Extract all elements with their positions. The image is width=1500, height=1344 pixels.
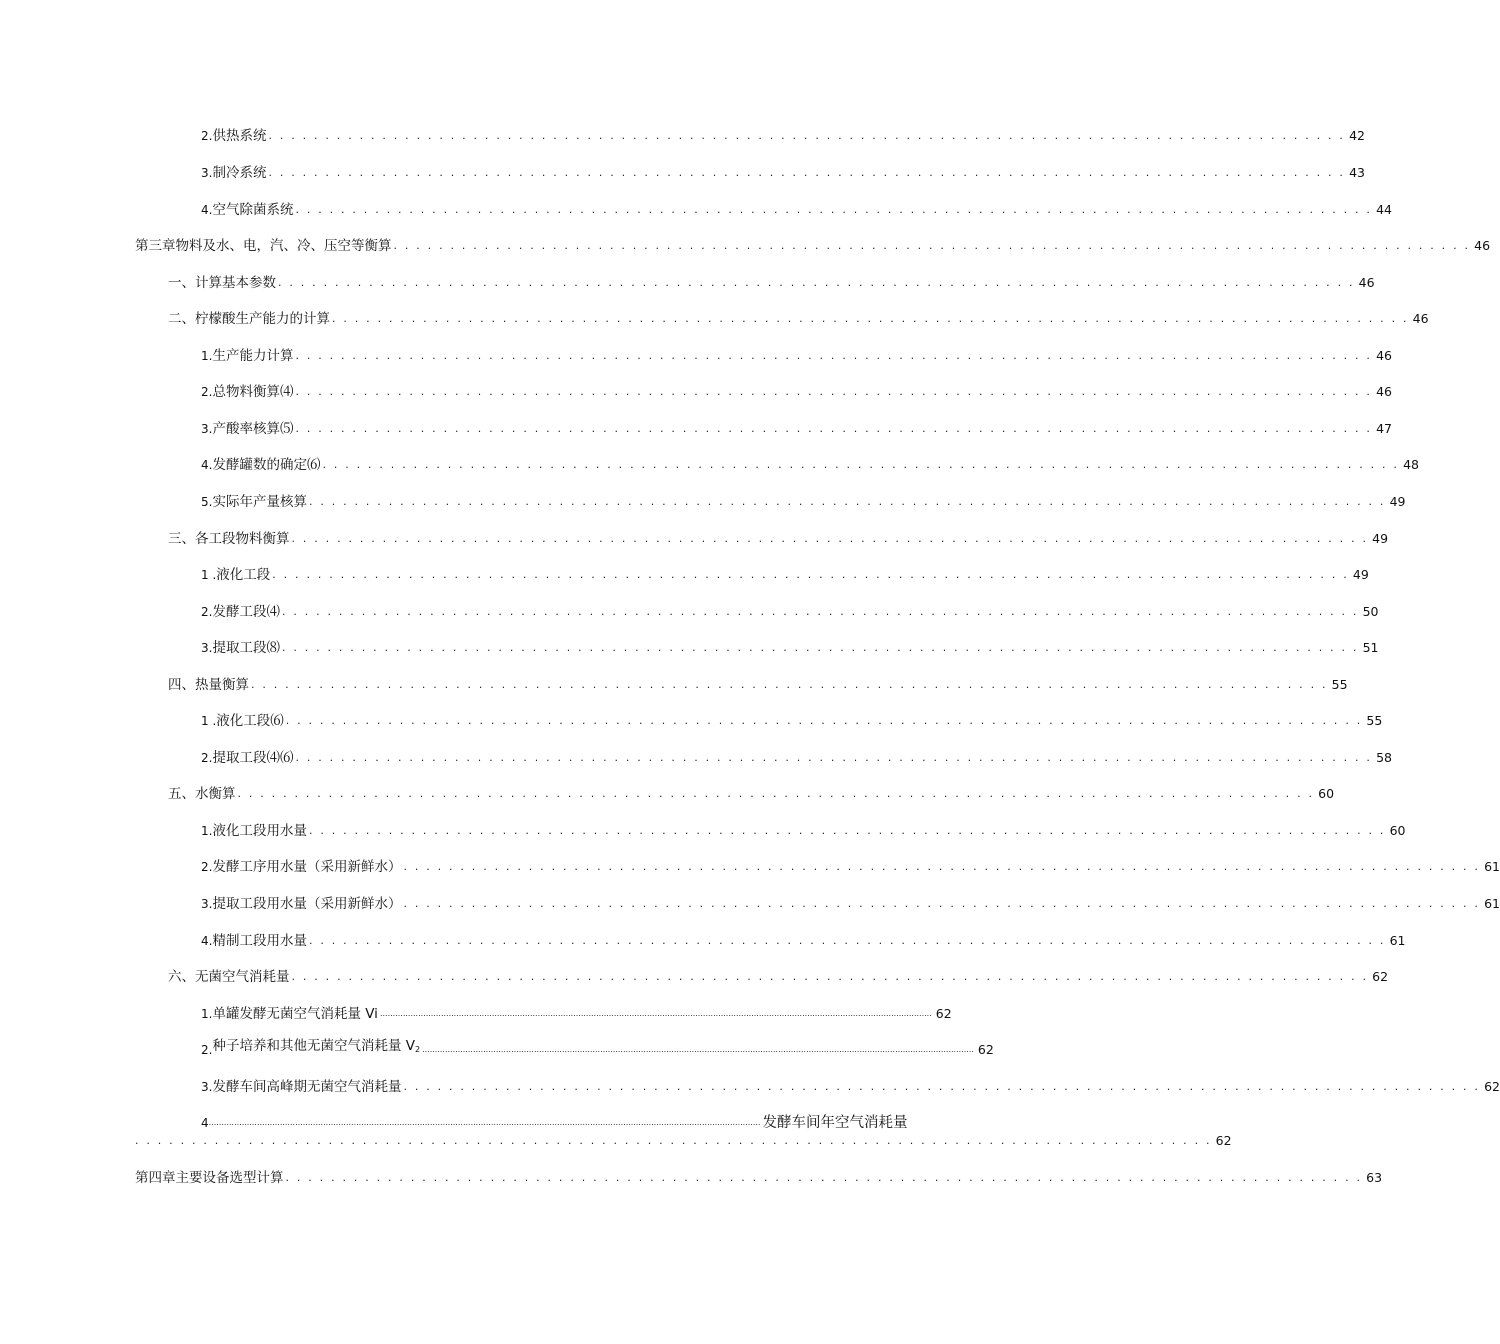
toc-entry[interactable] [201, 452, 1420, 474]
toc-entry[interactable] [201, 745, 1393, 767]
toc-entry-number: 2. [201, 860, 213, 874]
toc-entry-title: 液化工段 [216, 567, 271, 583]
toc-entry-number: 3. [201, 1080, 213, 1094]
toc-entry-page: 50 [1362, 604, 1379, 619]
toc-entry-page: 46 [1376, 348, 1393, 363]
toc-entry-number: 1. [201, 349, 213, 363]
toc-entry[interactable] [201, 1001, 952, 1023]
toc-entry-page: 46 [1412, 311, 1429, 326]
toc-entry-page: 58 [1376, 750, 1393, 765]
toc-leader-dots: . . . . . . . . . . . . . . . . . . . . . . . . . . . . . . . . . . . . . . . . . . . . . . . . . . . . . . . . . . . . . . . . . . . . . . . . . . . . . . . . . . . . . . . . . . . . . . . [308, 824, 1386, 837]
toc-entry-page: 49 [1372, 531, 1389, 546]
toc-section-entry[interactable] [168, 672, 1348, 694]
toc-leader-dots: . . . . . . . . . . . . . . . . . . . . . . . . . . . . . . . . . . . . . . . . . . . . . . . . . . . . . . . . . . . . . . . . . . . . . . . . . . . . . . . . . . . . . . . . . . . . . . . [278, 276, 1355, 289]
toc-entry[interactable] [201, 635, 1379, 657]
toc-leader-dots: . . . . . . . . . . . . . . . . . . . . . . . . . . . . . . . . . . . . . . . . . . . . . . . . . . . . . . . . . . . . . . . . . . . . . . . . . . . . . . . . . . . . . . . . . . . . . . . [291, 532, 1369, 545]
toc-entry-title: 第三章物料及水、电，汽、冷、压空等衡算 [135, 238, 392, 254]
toc-leader-dots: . . . . . . . . . . . . . . . . . . . . . . . . . . . . . . . . . . . . . . . . . . . . . . . . . . . . . . . . . . . . . . . . . . . . . . . . . . . . . . . . . . . . . . . . . . . . . . . [281, 641, 1359, 654]
toc-leader-dots: . . . . . . . . . . . . . . . . . . . . . . . . . . . . . . . . . . . . . . . . . . . . . . . . . . . . . . . . . . . . . . . . . . . . . . . . . . . . . . . . . . . . . . . . . . . . . . . [308, 495, 1386, 508]
toc-leader-dots: . . . . . . . . . . . . . . . . . . . . . . . . . . . . . . . . . . . . . . . . . . . . . . . . . . . . . . . . . . . . . . . . . . . . . . . . . . . . . . . . . . . . . . . . . . . . . . . [272, 568, 1349, 581]
toc-leader-dots: . . . . . . . . . . . . . . . . . . . . . . . . . . . . . . . . . . . . . . . . . . . . . . . . . . . . . . . . . . . . . . . . . . . . . . . . . . . . . . . . . . . . . . . . . . . . . . . [308, 934, 1386, 947]
toc-leader-dots: . . . . . . . . . . . . . . . . . . . . . . . . . . . . . . . . . . . . . . . . . . . . . . . . . . . . . . . . . . . . . . . . . . . . . . . . . . . . . . . . . . . . . . . . . . . . . . . [291, 970, 1369, 983]
toc-leader-dots: ......................................................................................................................................................................................................................... [379, 1009, 932, 1018]
toc-entry-number: 2. [201, 1043, 213, 1057]
toc-entry[interactable] [201, 1074, 1500, 1096]
toc-entry-title: 液化工段用水量 [212, 823, 307, 839]
toc-entry-number: 一、 [168, 275, 195, 291]
toc-entry-number: 4 [201, 1116, 209, 1130]
toc-leader-dots: . . . . . . . . . . . . . . . . . . . . . . . . . . . . . . . . . . . . . . . . . . . . . . . . . . . . . . . . . . . . . . . . . . . . . . . . . . . . . . . . . . . . . . . . . . . . . . . [332, 312, 1409, 325]
toc-leader-dots: . . . . . . . . . . . . . . . . . . . . . . . . . . . . . . . . . . . . . . . . . . . . . . . . . . . . . . . . . . . . . . . . . . . . . . . . . . . . . . . . . . . . . . . . . . . . . . . [281, 605, 1359, 618]
toc-entry-title: 发酵工段⑷ [212, 604, 280, 620]
toc-entry[interactable] [201, 599, 1379, 621]
toc-entry-page: 55 [1331, 677, 1348, 692]
toc-leader-dots: . . . . . . . . . . . . . . . . . . . . . . . . . . . . . . . . . . . . . . . . . . . . . . . . . . . . . . . . . . . . . . . . . . . . . . . . . . . . . . . . . . . . . . . . . . . . . . . [322, 458, 1400, 471]
toc-entry[interactable] [201, 1037, 994, 1059]
toc-entry-page: 62 [1215, 1133, 1232, 1148]
toc-entry[interactable] [201, 928, 1406, 950]
toc-section-entry[interactable] [168, 270, 1375, 292]
toc-section-entry[interactable] [168, 781, 1335, 803]
toc-entry-title: 热量衡算 [195, 677, 249, 693]
toc-entry-page: 60 [1389, 823, 1406, 838]
toc-entry-number: 2. [201, 751, 213, 765]
toc-leader-dots: . . . . . . . . . . . . . . . . . . . . . . . . . . . . . . . . . . . . . . . . . . . . . . . . . . . . . . . . . . . . . . . . . . . . . . . . . . . . . . . . . . . . . . . . . . . . . . . [295, 349, 1373, 362]
toc-leader-dots: . . . . . . . . . . . . . . . . . . . . . . . . . . . . . . . . . . . . . . . . . . . . . . . . . . . . . . . . . . . . . . . . . . . . . . . . . . . . . . . . . . . . . . . . . . . . . . . [403, 1080, 1481, 1093]
toc-leader-dots: . . . . . . . . . . . . . . . . . . . . . . . . . . . . . . . . . . . . . . . . . . . . . . . . . . . . . . . . . . . . . . . . . . . . . . . . . . . . . . . . . . . . . . . . . . . . . . . [403, 860, 1481, 873]
toc-entry[interactable] [201, 123, 1366, 145]
toc-entry-page: 48 [1403, 457, 1420, 472]
toc-leader-dots: . . . . . . . . . . . . . . . . . . . . . . . . . . . . . . . . . . . . . . . . . . . . . . . . . . . . . . . . . . . . . . . . . . . . . . . . . . . . . . . . . . . . . . . . . . . . . . . [403, 897, 1481, 910]
toc-entry-title [212, 1037, 420, 1059]
toc-entry-wrapped-continuation[interactable] [135, 1128, 1232, 1150]
toc-entry-page: 51 [1362, 640, 1379, 655]
toc-entry[interactable] [201, 416, 1393, 438]
toc-entry-title: 各工段物料衡算 [195, 531, 290, 547]
toc-entry-page: 44 [1376, 202, 1393, 217]
toc-leader-dots: . . . . . . . . . . . . . . . . . . . . . . . . . . . . . . . . . . . . . . . . . . . . . . . . . . . . . . . . . . . . . . . . . . . . . . . . . . . . . . . . . . . . . . . . . . . . . . . [268, 129, 1346, 142]
toc-entry[interactable] [201, 160, 1366, 182]
toc-entry-number: 4. [201, 934, 213, 948]
toc-entry-page: 62 [1372, 969, 1389, 984]
toc-entry-title: 空气除菌系统 [212, 202, 294, 218]
toc-leader-dots: ......................................................................................................................................................................................................................... [208, 1118, 761, 1127]
toc-entry-title: 发酵车间年空气消耗量 [762, 1115, 908, 1131]
toc-entry-page: 61 [1484, 859, 1500, 874]
toc-entry-page: 42 [1349, 128, 1366, 143]
toc-entry-title: 单罐发酵无菌空气消耗量 Vi [212, 1006, 378, 1022]
toc-section-entry[interactable] [168, 964, 1389, 986]
toc-section-entry[interactable] [168, 526, 1389, 548]
toc-leader-dots: . . . . . . . . . . . . . . . . . . . . . . . . . . . . . . . . . . . . . . . . . . . . . . . . . . . . . . . . . . . . . . . . . . . . . . . . . . . . . . . . . . . . . . . . . . . . . . . [295, 422, 1373, 435]
toc-entry-title: 提取工段⑻ [212, 640, 280, 656]
toc-entry-page: 46 [1358, 275, 1375, 290]
toc-entry-page: 61 [1484, 896, 1500, 911]
toc-entry-number: 1. [201, 1007, 213, 1021]
toc-chapter-entry[interactable] [135, 233, 1491, 255]
toc-entry[interactable] [201, 818, 1406, 840]
toc-entry-title: 生产能力计算 [212, 348, 294, 364]
toc-leader-dots: . . . . . . . . . . . . . . . . . . . . . . . . . . . . . . . . . . . . . . . . . . . . . . . . . . . . . . . . . . . . . . . . . . . . . . . . . . . . . . . . . . . . . . . . . . . . . . . [285, 1171, 1363, 1184]
toc-entry[interactable] [201, 708, 1383, 730]
toc-entry-page: 55 [1366, 713, 1383, 728]
toc-entry-page: 61 [1389, 933, 1406, 948]
toc-leader-dots: . . . . . . . . . . . . . . . . . . . . . . . . . . . . . . . . . . . . . . . . . . . . . . . . . . . . . . . . . . . . . . . . . . . . . . . . . . . . . . . . . . . . . . . . . . . . . . . [393, 239, 1471, 252]
toc-entry-number: 4. [201, 458, 213, 472]
toc-entry-title: 第四章主要设备选型计算 [135, 1170, 284, 1186]
toc-entry-number: 2. [201, 129, 213, 143]
toc-entry-page: 62 [1484, 1079, 1500, 1094]
toc-entry-number: 二、 [168, 311, 195, 327]
toc-entry-title: 水衡算 [195, 786, 236, 802]
toc-leader-dots: . . . . . . . . . . . . . . . . . . . . . . . . . . . . . . . . . . . . . . . . . . . . . . . . . . . . . . . . . . . . . . . . . . . . . . . . . . . . . . . . . . . . . . . . . . . . . . . [237, 787, 1315, 800]
toc-entry-page: 62 [935, 1006, 952, 1021]
toc-leader-dots: . . . . . . . . . . . . . . . . . . . . . . . . . . . . . . . . . . . . . . . . . . . . . . . . . . . . . . . . . . . . . . . . . . . . . . . . . . . . . . . . . . . . . . . . . . . . . . . [295, 751, 1373, 764]
toc-entry-title: 发酵车间高峰期无菌空气消耗量 [212, 1079, 402, 1095]
toc-entry-title: 发酵工序用水量（采用新鲜水） [212, 859, 402, 875]
toc-entry-title-text: 种子培养和其他无菌空气消耗量 V [212, 1038, 415, 1054]
toc-entry-page: 60 [1318, 786, 1335, 801]
toc-entry-number: 2. [201, 385, 213, 399]
toc-entry-page: 49 [1389, 494, 1406, 509]
toc-leader-dots: . . . . . . . . . . . . . . . . . . . . . . . . . . . . . . . . . . . . . . . . . . . . . . . . . . . . . . . . . . . . . . . . . . . . . . . . . . . . . . . . . . . . . . . . . . . . . . . [295, 385, 1373, 398]
toc-entry-page: 63 [1366, 1170, 1383, 1185]
toc-leader-dots: . . . . . . . . . . . . . . . . . . . . . . . . . . . . . . . . . . . . . . . . . . . . . . . . . . . . . . . . . . . . . . . . . . . . . . . . . . . . . . . . . . . . . . . . . . . . . . . [285, 714, 1363, 727]
toc-entry[interactable] [201, 891, 1500, 913]
toc-entry[interactable] [201, 489, 1406, 511]
toc-entry-page: 46 [1376, 384, 1393, 399]
toc-entry-number: 五、 [168, 786, 195, 802]
toc-entry-number: 六、 [168, 969, 195, 985]
toc-entry-page: 43 [1349, 165, 1366, 180]
toc-entry-number: 三、 [168, 531, 195, 547]
toc-leader-dots: . . . . . . . . . . . . . . . . . . . . . . . . . . . . . . . . . . . . . . . . . . . . . . . . . . . . . . . . . . . . . . . . . . . . . . . . . . . . . . . . . . . . . . . . . . . . . . . [268, 166, 1346, 179]
toc-leader-dots: . . . . . . . . . . . . . . . . . . . . . . . . . . . . . . . . . . . . . . . . . . . . . . . . . . . . . . . . . . . . . . . . . . . . . . . . . . . . . . . . . . . . . . . . . . . . . . . [295, 203, 1373, 216]
toc-entry[interactable] [201, 379, 1393, 401]
toc-chapter-entry[interactable] [135, 1165, 1383, 1187]
toc-leader-dots: . . . . . . . . . . . . . . . . . . . . . . . . . . . . . . . . . . . . . . . . . . . . . . . . . . . . . . . . . . . . . . . . . . . . . . . . . . . . . . . . . . . . . . . . . . . . . . . [135, 1134, 1212, 1147]
toc-entry-number: 四、 [168, 677, 195, 693]
toc-entry-title: 计算基本参数 [195, 275, 276, 291]
toc-entry[interactable] [201, 854, 1500, 876]
toc-entry-title: 制冷系统 [212, 165, 267, 181]
toc-entry-number: 4. [201, 203, 213, 217]
toc-entry[interactable] [201, 197, 1393, 219]
toc-entry-title: 供热系统 [212, 128, 267, 144]
toc-entry-title: 液化工段⑹ [216, 713, 284, 729]
toc-entry-page: 62 [977, 1042, 994, 1057]
toc-entry-title: 提取工段用水量（采用新鲜水） [212, 896, 402, 912]
toc-entry-number: 3. [201, 641, 213, 655]
toc-entry-title: 实际年产量核算 [212, 494, 307, 510]
toc-entry-title: 无菌空气消耗量 [195, 969, 290, 985]
toc-entry-number: 1 . [201, 714, 217, 728]
toc-entry-number: 2. [201, 605, 213, 619]
toc-entry-number: 5. [201, 495, 213, 509]
toc-entry[interactable] [201, 562, 1369, 584]
toc-entry-page: 46 [1474, 238, 1491, 253]
toc-entry-title: 提取工段⑷⑹ [212, 750, 294, 766]
toc-entry-title: 柠檬酸生产能力的计算 [195, 311, 330, 327]
toc-entry[interactable] [201, 343, 1393, 365]
toc-entry-title: 精制工段用水量 [212, 933, 307, 949]
toc-entry-page: 47 [1376, 421, 1393, 436]
toc-entry-number: 3. [201, 897, 213, 911]
toc-entry-number: 1 . [201, 568, 217, 582]
toc-entry-title: 产酸率核算⑸ [212, 421, 294, 437]
toc-leader-dots: ......................................................................................................................................................................................................................... [422, 1045, 974, 1054]
toc-entry-title: 总物料衡算⑷ [212, 384, 294, 400]
toc-section-entry[interactable] [168, 306, 1429, 328]
toc-entry-title: 发酵罐数的确定⑹ [212, 457, 321, 473]
toc-entry-number: 3. [201, 166, 213, 180]
subscript: 2 [414, 1045, 421, 1054]
toc-entry-number: 1. [201, 824, 213, 838]
toc-entry-page: 49 [1352, 567, 1369, 582]
toc-entry-number: 3. [201, 422, 213, 436]
toc-leader-dots: . . . . . . . . . . . . . . . . . . . . . . . . . . . . . . . . . . . . . . . . . . . . . . . . . . . . . . . . . . . . . . . . . . . . . . . . . . . . . . . . . . . . . . . . . . . . . . . [251, 678, 1328, 691]
